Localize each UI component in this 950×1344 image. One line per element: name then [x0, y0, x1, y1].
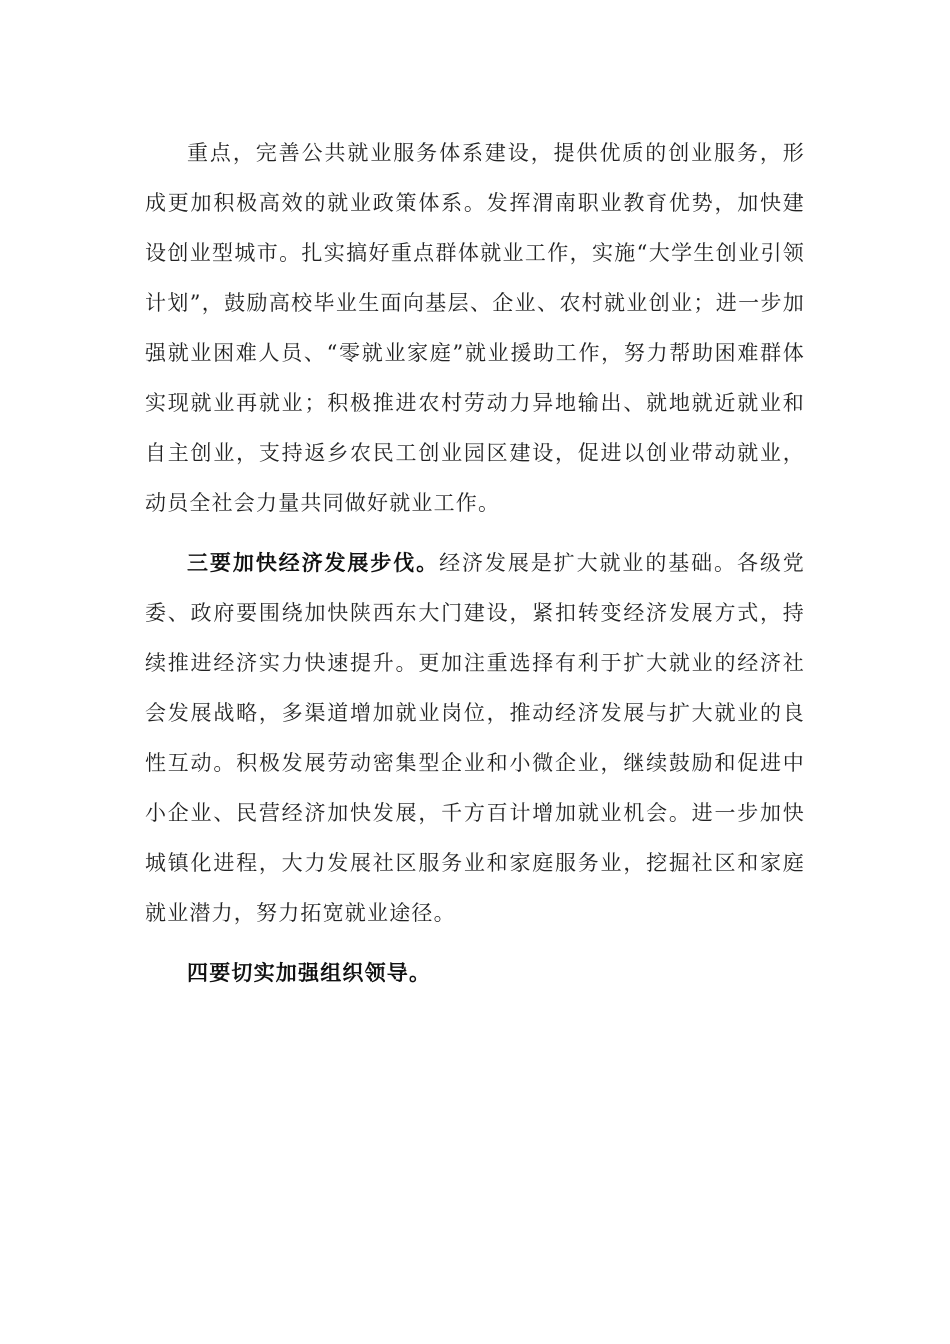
paragraph-text: 经济发展是扩大就业的基础。各级党委、政府要围绕加快陕西东大门建设，紧扣转变经济发展方式，持续推进经济实力快速提升。更加注重选择有利于扩大就业的经济社会发展战略，多渠道增加就业岗位，推动经济发展与扩大就业的良性互动。积极发展劳动密集型企业和小微企业，继续鼓励和促进中小企业、民营经济加快发展，千方百计增加就业机会。进一步加快城镇化进程，大力发展社区服务业和家庭服务业，挖掘社区和家庭就业潜力，努力拓宽就业途径。: [145, 551, 806, 925]
document-body: [145, 128, 805, 998]
paragraph-economic-development: [145, 538, 805, 938]
paragraph-lead: 三要加快经济发展步伐。: [187, 550, 440, 575]
paragraph-organization-leadership: [145, 948, 805, 998]
paragraph-lead: 四要切实加强组织领导。: [187, 960, 432, 985]
paragraph-continuation: [145, 128, 805, 528]
paragraph-text: 重点，完善公共就业服务体系建设，提供优质的创业服务，形成更加积极高效的就业政策体系。发挥渭南职业教育优势，加快建设创业型城市。扎实搞好重点群体就业工作，实施“大学生创业引领计划”，鼓励高校毕业生面向基层、企业、农村就业创业；进一步加强就业困难人员、“零就业家庭”就业援助工作，努力帮助困难群体实现就业再就业；积极推进农村劳动力异地输出、就地就近就业和自主创业，支持返乡农民工创业园区建设，促进以创业带动就业，动员全社会力量共同做好就业工作。: [145, 141, 805, 515]
